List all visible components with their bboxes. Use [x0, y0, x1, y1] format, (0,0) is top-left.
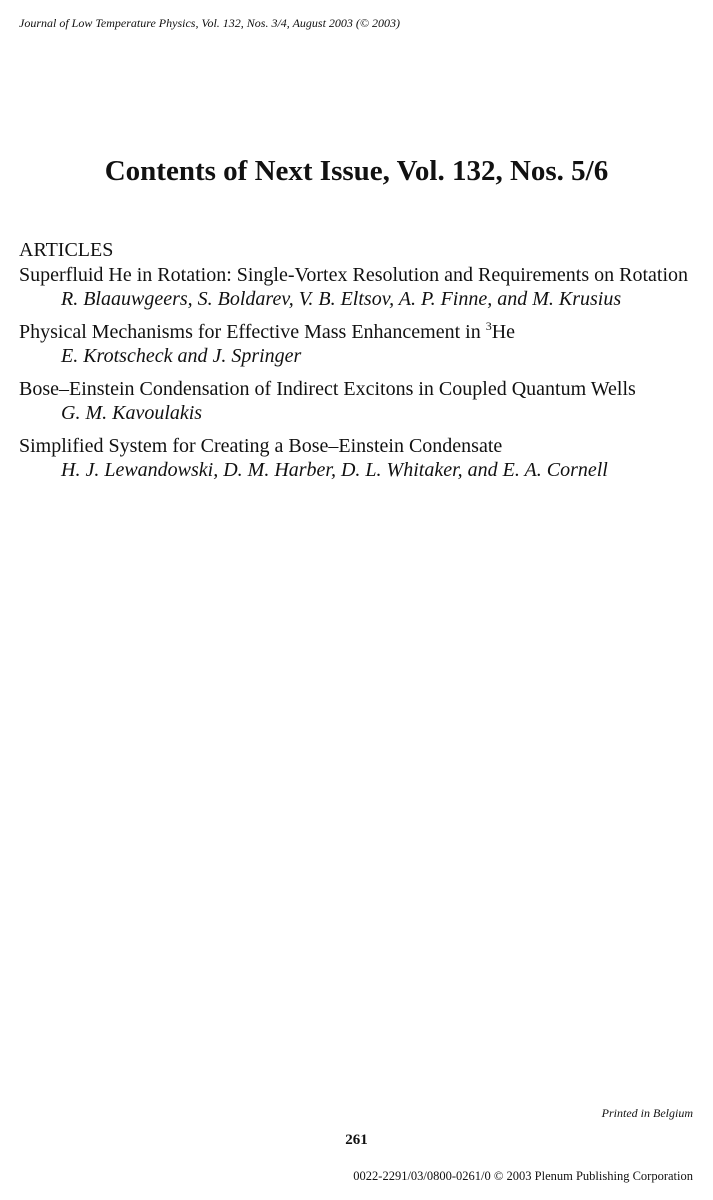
page-title: Contents of Next Issue, Vol. 132, Nos. 5/6	[104, 155, 609, 187]
article-entry	[19, 263, 693, 312]
article-entry	[19, 377, 693, 426]
isotope-superscript: 3	[485, 318, 492, 333]
article-title: Superfluid He in Rotation: Single-Vortex Resolution and Requirements on Rotation	[19, 263, 689, 286]
article-title-element: He	[491, 320, 516, 343]
contents-list	[19, 238, 693, 491]
article-authors: R. Blaauwgeers, S. Boldarev, V. B. Eltsov, A. P. Finne, and M. Krusius	[61, 288, 622, 310]
article-title: Bose–Einstein Condensation of Indirect Excitons in Coupled Quantum Wells	[19, 377, 636, 400]
copyright-line: 0022-2291/03/0800-0261/0 © 2003 Plenum Publishing Corporation	[353, 1169, 693, 1183]
article-authors: E. Krotscheck and J. Springer	[61, 345, 302, 367]
running-head: Journal of Low Temperature Physics, Vol. 132, Nos. 3/4, August 2003 (© 2003)	[19, 16, 401, 30]
article-title	[19, 320, 693, 345]
article-authors: H. J. Lewandowski, D. M. Harber, D. L. Whitaker, and E. A. Cornell	[61, 459, 608, 481]
section-heading: ARTICLES	[19, 239, 114, 261]
article-authors: G. M. Kavoulakis	[61, 402, 203, 424]
article-entry	[19, 434, 693, 483]
article-title-text: Physical Mechanisms for Effective Mass Enhancement in	[19, 320, 486, 343]
article-title: Simplified System for Creating a Bose–Einstein Condensate	[19, 434, 503, 457]
page-number: 261	[345, 1132, 368, 1148]
printed-in-note: Printed in Belgium	[601, 1106, 693, 1120]
article-entry	[19, 320, 693, 369]
